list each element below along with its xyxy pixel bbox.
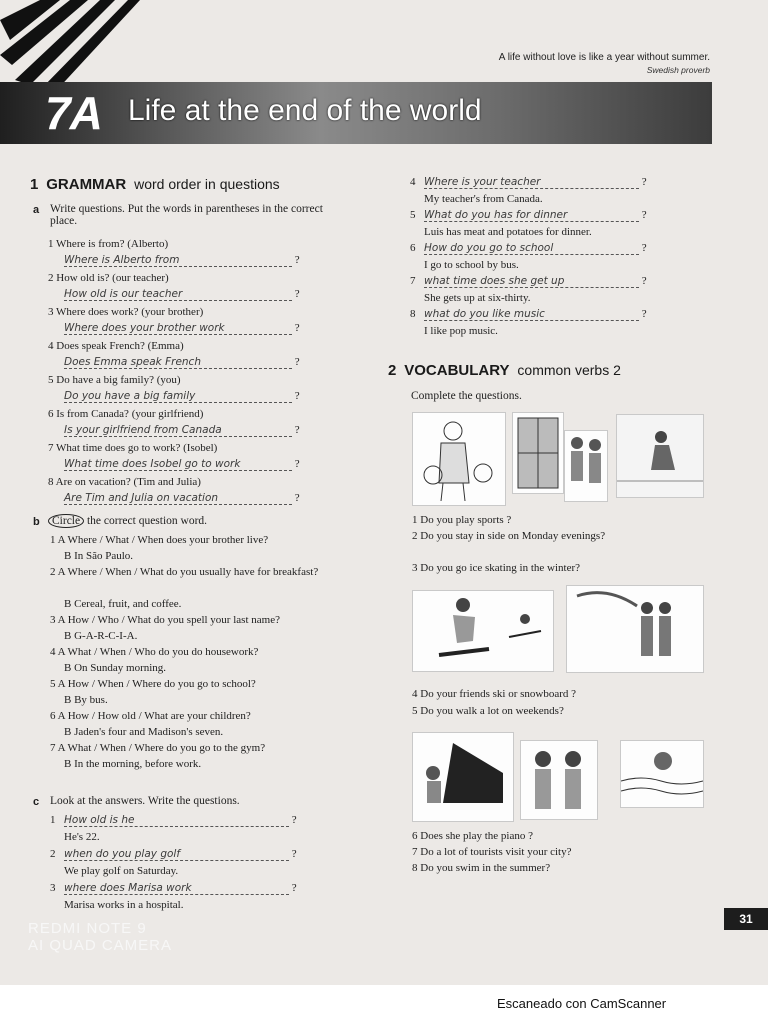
exercise-a-letter: a — [33, 204, 40, 216]
quote-text: A life without love is like a year without summer. — [498, 52, 710, 63]
exercise-c-number-2: 2 — [50, 848, 56, 860]
exercise-c-answer-1-text: How old is he — [64, 814, 289, 827]
quote-source: Swedish proverb — [646, 65, 710, 75]
camera-watermark — [28, 920, 172, 954]
vocab-item-2[interactable]: 2 Do you stay in side on Monday evenings? — [412, 530, 606, 542]
question-mark: ? — [639, 242, 647, 254]
section1-number: 1 — [30, 176, 39, 193]
question-mark: ? — [292, 322, 300, 334]
exercise-b-answer-1: B In São Paulo. — [64, 550, 134, 562]
question-mark: ? — [639, 209, 647, 221]
illustration-two-men — [564, 430, 608, 502]
exercise-b-answer-2: B Cereal, fruit, and coffee. — [64, 598, 182, 610]
exercise-c-number-8: 8 — [410, 308, 416, 320]
exercise-c-number-1: 1 — [50, 814, 56, 826]
section2-heading — [388, 362, 621, 379]
exercise-b-instruction-row — [48, 515, 207, 527]
exercise-c-letter: c — [33, 796, 40, 808]
exercise-a-answer-2[interactable] — [64, 288, 300, 301]
section1-subtitle: word order in questions — [134, 176, 280, 192]
exercise-b-answer-6: B Jaden's four and Madison's seven. — [64, 726, 224, 738]
exercise-b-question-5: 5 A How / When / Where do you go to school? — [50, 678, 256, 690]
exercise-a-answer-4[interactable] — [64, 356, 300, 369]
exercise-a-instruction: Write questions. Put the words in parentheses in the correct place. — [50, 203, 323, 227]
exercise-c-answer-5[interactable] — [424, 209, 647, 222]
vocab-item-8[interactable]: 8 Do you swim in the summer? — [412, 862, 551, 874]
watermark-line-1: REDMI NOTE 9 — [28, 920, 147, 937]
exercise-c-response-6: I go to school by bus. — [424, 259, 519, 271]
exercise-b-letter: b — [33, 516, 40, 528]
exercise-c-number-7: 7 — [410, 275, 416, 287]
exercise-c-answer-1[interactable] — [64, 814, 297, 827]
exercise-c-response-8: I like pop music. — [424, 325, 498, 337]
exercise-a-answer-2-text: How old is our teacher — [64, 288, 292, 301]
exercise-c-answer-5-text: What do you has for dinner — [424, 209, 639, 222]
exercise-c-answer-2-text: when do you play golf — [64, 848, 289, 861]
question-mark: ? — [639, 176, 647, 188]
exercise-c-response-4: My teacher's from Canada. — [424, 193, 543, 205]
exercise-c-answer-8-text: what do you like music — [424, 308, 639, 321]
exercise-a-answer-1[interactable] — [64, 254, 300, 267]
exercise-c-answer-7[interactable] — [424, 275, 647, 288]
proverb-quote — [499, 52, 710, 75]
exercise-c-response-1: He's 22. — [64, 831, 100, 843]
question-mark: ? — [292, 390, 300, 402]
illustration-sports — [412, 412, 506, 506]
illustration-couple-walking — [566, 585, 704, 673]
exercise-a-answer-6-text: Is your girlfriend from Canada — [64, 424, 292, 437]
scanner-credit: Escaneado con CamScanner — [497, 996, 667, 1011]
unit-title: Life at the end of the world — [128, 94, 482, 127]
section2-subtitle: common verbs 2 — [517, 362, 621, 378]
section2-title: VOCABULARY — [404, 362, 510, 379]
illustration-piano — [412, 732, 514, 822]
exercise-c-answer-8[interactable] — [424, 308, 647, 321]
question-mark: ? — [292, 492, 300, 504]
watermark-line-2: AI QUAD CAMERA — [28, 937, 173, 954]
unit-banner — [0, 82, 712, 144]
exercise-b-answer-4: B On Sunday morning. — [64, 662, 167, 674]
illustration-snowboard — [412, 590, 554, 672]
illustration-ice-skating — [616, 414, 704, 498]
exercise-c-answer-4-text: Where is your teacher — [424, 176, 639, 189]
vocab-item-4[interactable]: 4 Do your friends ski or snowboard ? — [412, 688, 577, 700]
exercise-a-question-3: 3 Where does work? (your brother) — [48, 306, 204, 318]
exercise-c-number-4: 4 — [410, 176, 416, 188]
exercise-b-answer-3: B G-A-R-C-I-A. — [64, 630, 138, 642]
page-number: 31 — [724, 908, 768, 930]
exercise-c-answer-3[interactable] — [64, 882, 297, 895]
question-mark: ? — [292, 424, 300, 436]
section1-title: GRAMMAR — [46, 176, 127, 193]
exercise-a-question-8: 8 Are on vacation? (Tim and Julia) — [48, 476, 201, 488]
illustration-window — [512, 412, 564, 494]
question-mark: ? — [292, 458, 300, 470]
exercise-a-question-6: 6 Is from Canada? (your girlfriend) — [48, 408, 204, 420]
exercise-a-answer-5[interactable] — [64, 390, 300, 403]
vocab-item-3[interactable]: 3 Do you go ice skating in the winter? — [412, 562, 581, 574]
exercise-c-instruction: Look at the answers. Write the questions. — [50, 795, 240, 807]
exercise-b-question-6: 6 A How / How old / What are your children? — [50, 710, 251, 722]
question-mark: ? — [289, 848, 297, 860]
exercise-a-question-1: 1 Where is from? (Alberto) — [48, 238, 169, 250]
exercise-a-answer-8[interactable] — [64, 492, 300, 505]
section2-instruction: Complete the questions. — [411, 390, 522, 402]
exercise-a-answer-8-text: Are Tim and Julia on vacation — [64, 492, 292, 505]
exercise-c-number-5: 5 — [410, 209, 416, 221]
question-mark: ? — [292, 288, 300, 300]
exercise-c-response-2: We play golf on Saturday. — [64, 865, 179, 877]
exercise-a-answer-5-text: Do you have a big family — [64, 390, 292, 403]
exercise-c-answer-6[interactable] — [424, 242, 647, 255]
exercise-a-answer-7-text: What time does Isobel go to work — [64, 458, 292, 471]
unit-number: 7A — [45, 87, 102, 139]
section2-number: 2 — [388, 362, 397, 379]
left-column — [30, 176, 385, 195]
exercise-b-question-2: 2 A Where / When / What do you usually have for breakfast? — [50, 566, 319, 578]
exercise-b-question-7: 7 A What / When / Where do you go to the gym? — [50, 742, 266, 754]
question-mark: ? — [289, 882, 297, 894]
illustration-swimming — [620, 740, 704, 808]
exercise-c-answer-7-text: what time does she get up — [424, 275, 639, 288]
exercise-a-question-7: 7 What time does go to work? (Isobel) — [48, 442, 218, 454]
circle-word: Circle — [48, 514, 84, 528]
question-mark: ? — [639, 308, 647, 320]
vocab-item-5[interactable]: 5 Do you walk a lot on weekends? — [412, 705, 564, 717]
exercise-b-instruction: the correct question word. — [86, 515, 208, 527]
exercise-b-answer-7: B In the morning, before work. — [64, 758, 202, 770]
exercise-b-answer-5: B By bus. — [64, 694, 108, 706]
exercise-b-question-3: 3 A How / Who / What do you spell your last name? — [50, 614, 280, 626]
exercise-c-answer-3-text: where does Marisa work — [64, 882, 289, 895]
exercise-a-answer-3[interactable] — [64, 322, 300, 335]
exercise-c-response-5: Luis has meat and potatoes for dinner. — [424, 226, 592, 238]
exercise-a-question-2: 2 How old is? (our teacher) — [48, 272, 169, 284]
vocab-item-7[interactable]: 7 Do a lot of tourists visit your city? — [412, 846, 572, 858]
question-mark: ? — [292, 356, 300, 368]
exercise-c-answer-6-text: How do you go to school — [424, 242, 639, 255]
question-mark: ? — [292, 254, 300, 266]
exercise-b-question-1: 1 A Where / What / When does your brother live? — [50, 534, 269, 546]
exercise-a-answer-6[interactable] — [64, 424, 300, 437]
question-mark: ? — [289, 814, 297, 826]
illustration-tourists — [520, 740, 598, 820]
exercise-c-response-7: She gets up at six-thirty. — [424, 292, 531, 304]
vocab-item-1[interactable]: 1 Do you play sports ? — [412, 514, 512, 526]
question-mark: ? — [639, 275, 647, 287]
exercise-a-answer-4-text: Does Emma speak French — [64, 356, 292, 369]
exercise-a-answer-7[interactable] — [64, 458, 300, 471]
section1-heading — [30, 176, 385, 195]
exercise-a-question-5: 5 Do have a big family? (you) — [48, 374, 181, 386]
exercise-a-answer-1-text: Where is Alberto from — [64, 254, 292, 267]
exercise-a-answer-3-text: Where does your brother work — [64, 322, 292, 335]
exercise-c-number-6: 6 — [410, 242, 416, 254]
exercise-a-question-4: 4 Does speak French? (Emma) — [48, 340, 184, 352]
exercise-c-answer-4[interactable] — [424, 176, 647, 189]
vocab-item-6[interactable]: 6 Does she play the piano ? — [412, 830, 533, 842]
exercise-c-response-3: Marisa works in a hospital. — [64, 899, 184, 911]
exercise-b-question-4: 4 A What / When / Who do you do housework? — [50, 646, 259, 658]
exercise-c-answer-2[interactable] — [64, 848, 297, 861]
exercise-c-number-3: 3 — [50, 882, 56, 894]
